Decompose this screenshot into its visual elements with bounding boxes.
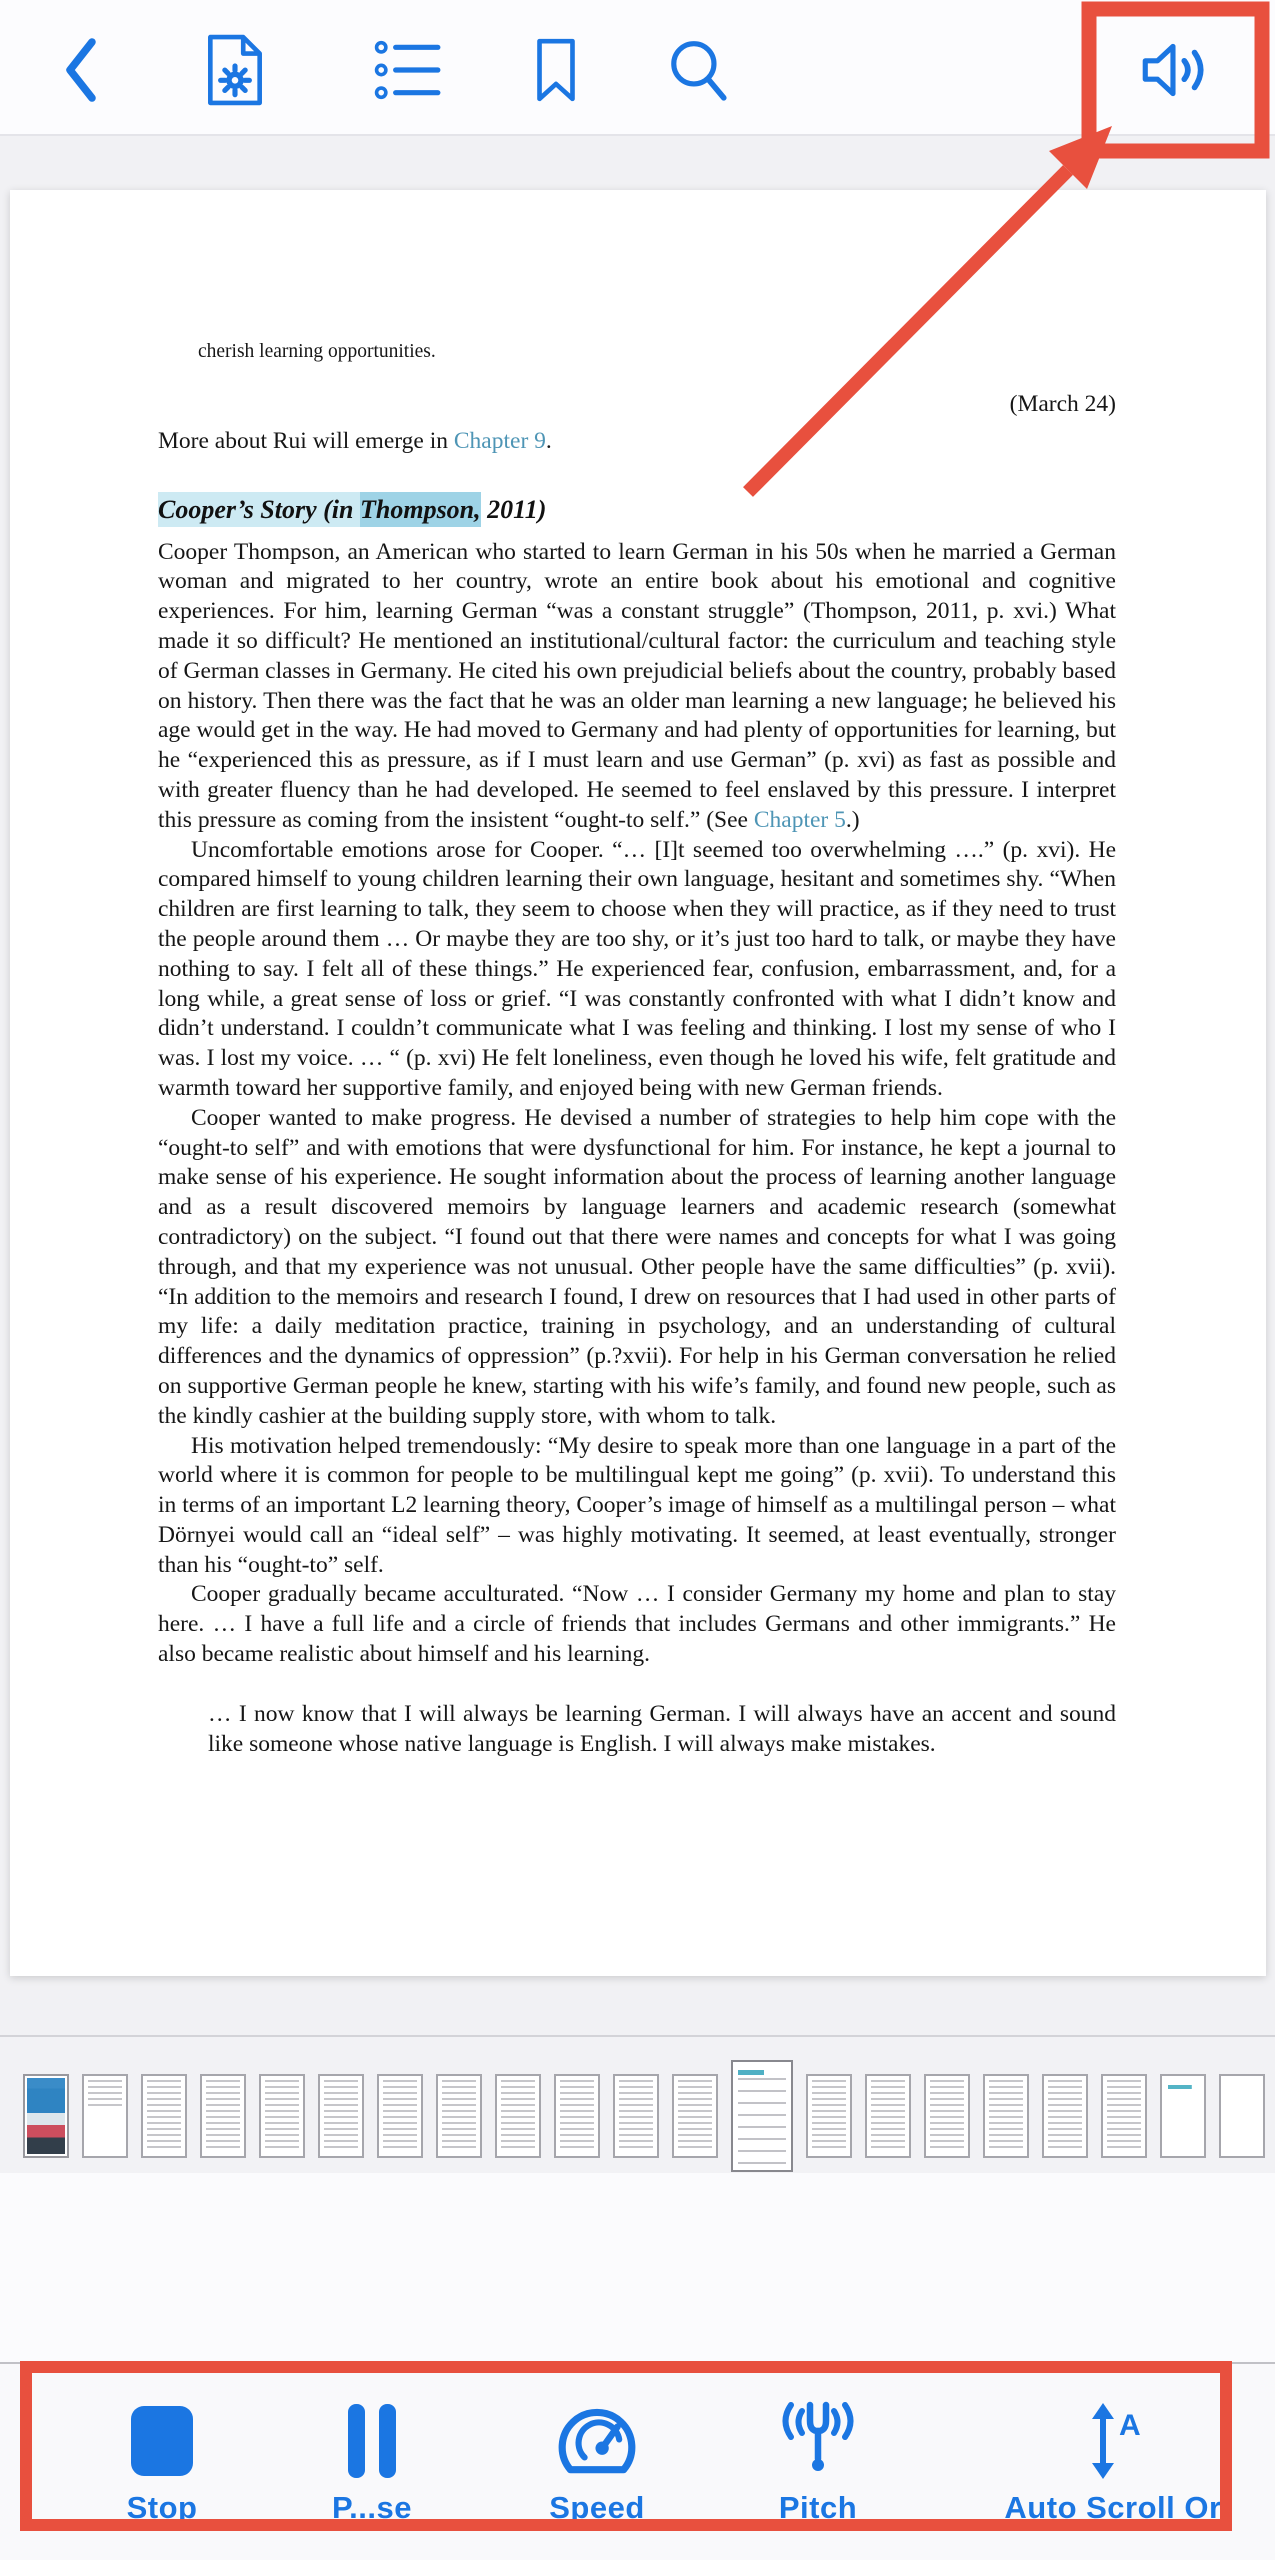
paragraph [158, 1432, 1116, 1581]
paragraph [158, 1104, 1116, 1432]
text-segment: 2011) [480, 494, 547, 524]
thumbnail[interactable] [141, 2074, 187, 2158]
thumbnail[interactable] [23, 2074, 69, 2158]
back-chevron-icon [59, 35, 101, 105]
thumbnail[interactable] [613, 2074, 659, 2158]
speed-button[interactable] [477, 2398, 717, 2526]
thumbnail[interactable] [924, 2074, 970, 2158]
speedometer-icon [477, 2398, 717, 2484]
text-segment: His motivation helped tremendously: “My desire to speak more than one language in a part of the world where it is common for people to be multilingual kept me going” (p. xvii). To understand this in terms of an important L2 learning theory, Cooper’s image of himself as a multilingal person – what Dörnyei would call an “ideal self” – was highly motivating. It seemed, at least eventually, stronger than his “ought-to” self. [158, 1432, 1116, 1578]
thumbnail-selected[interactable] [731, 2060, 793, 2172]
thumbnail[interactable] [377, 2074, 423, 2158]
text-segment: … I now know that I will always be learning German. I will always have an accent and sound like someone whose native language is English. I will always make mistakes. [208, 1700, 1116, 1757]
pause-button[interactable] [252, 2398, 492, 2526]
search-button[interactable] [660, 32, 736, 108]
text-segment: Cooper’s Story (in [158, 492, 360, 527]
date-note: (March 24) [1009, 391, 1116, 417]
stop-button[interactable] [42, 2398, 282, 2526]
text-segment: Uncomfortable emotions arose for Cooper. “… [I]t seemed too overwhelming ….” (p. xvi). He compared himself to young children learning their own language, hesitant and sometimes shy. “When children are first learning to talk, they seem to choose when they will practice, as if they need to trust the people around them … Or maybe they are too shy, or it’s just too hard to talk, or maybe they have nothing to say. I felt all of these things.” He experienced fear, confusion, embarrassment, and, for a long while, a great sense of loss or grief. “I was constantly confronted with what I didn’t know and didn’t understand. I couldn’t communicate what I was feeling and thinking. I lost my sense of who I was. I lost my voice. … “ (p. xvi) He felt loneliness, even though he loved his wife, felt gratitude and warmth toward her supportive family, and enjoyed being with new German friends. [158, 836, 1116, 1101]
thumbnail[interactable] [554, 2074, 600, 2158]
thumbnail[interactable] [82, 2074, 128, 2158]
chapter-link[interactable]: Chapter 5 [753, 806, 846, 833]
auto-scroll-button[interactable] [953, 2398, 1273, 2526]
thumbnail[interactable] [495, 2074, 541, 2158]
block-quote [208, 1700, 1116, 1760]
text-to-speech-button[interactable] [1136, 32, 1212, 108]
thumbnail[interactable] [259, 2074, 305, 2158]
thumbnail[interactable] [436, 2074, 482, 2158]
pause-icon [252, 2398, 492, 2484]
reader-settings-button[interactable] [197, 32, 273, 108]
text-segment: Cooper wanted to make progress. He devised a number of strategies to help him cope with the “ought-to self” and with emotions that were dysfunctional for him. For instance, he kept a journal to make sense of his experience. He sought information about the process of learning another language and as a result discovered memoirs by language learners and academic research (somewhat contradictory) on the subject. “I found out that there were names and concepts for what I was going through, and that my experience was not unusual. Other people have the same difficulties” (p. xvii). “In addition to the memoirs and research I found, I drew on resources that I had used in other parts of my life: a daily meditation practice, training in psychology, and an understanding of cultural differences and the dynamics of oppression” (p.?xvii). For help in his German conversation he relied on supportive German people he knew, starting with his wife’s family, and found new people, such as the kindly cashier at the building supply store, with whom to talk. [158, 1104, 1116, 1429]
chapter-link[interactable]: Chapter 9 [453, 427, 546, 454]
continuation-line: cherish learning opportunities. [198, 341, 436, 362]
speed-label: Speed [549, 2490, 645, 2525]
lead-line [158, 427, 1116, 457]
thumbnail[interactable] [1160, 2074, 1206, 2158]
svg-text:A: A [1119, 2409, 1141, 2442]
thumbnail-strip[interactable] [23, 2058, 1263, 2174]
divider [0, 2035, 1275, 2037]
tts-playback-toolbar [0, 2364, 1275, 2560]
list-icon [374, 39, 442, 101]
thumbnail[interactable] [806, 2074, 852, 2158]
text-segment: Cooper gradually became acculturated. “Now … I consider Germany my home and plan to stay here. … I have a full life and a circle of friends that includes Germans and other immigrants.” He also became realistic about himself and his learning. [158, 1581, 1116, 1668]
paragraph [158, 538, 1116, 836]
bookmark-icon [533, 36, 579, 104]
thumbnail[interactable] [1042, 2074, 1088, 2158]
paragraph [158, 836, 1116, 1104]
bookmark-button[interactable] [518, 32, 594, 108]
auto-scroll-label: Auto Scroll Or [1004, 2490, 1222, 2525]
pitch-button[interactable] [698, 2398, 938, 2526]
document-page[interactable] [10, 190, 1266, 1976]
thumbnail[interactable] [1219, 2074, 1265, 2158]
stop-icon [42, 2398, 282, 2484]
section-heading [158, 493, 1116, 527]
pause-label: P...se [331, 2490, 412, 2525]
paragraph [158, 1580, 1116, 1669]
text-segment: .) [845, 806, 860, 833]
lower-panel [0, 2173, 1275, 2363]
table-of-contents-button[interactable] [370, 32, 446, 108]
thumbnail[interactable] [983, 2074, 1029, 2158]
thumbnail[interactable] [318, 2074, 364, 2158]
tuning-fork-icon [698, 2398, 938, 2484]
search-icon [666, 36, 730, 104]
speaker-icon [1135, 37, 1213, 103]
auto-scroll-icon [953, 2398, 1273, 2484]
text-segment: . [545, 427, 552, 454]
page-content [10, 340, 1266, 1759]
top-toolbar [0, 0, 1275, 136]
thumbnail[interactable] [1101, 2074, 1147, 2158]
stop-label: Stop [126, 2490, 198, 2525]
thumbnail[interactable] [200, 2074, 246, 2158]
thumbnail[interactable] [672, 2074, 718, 2158]
text-segment: Thompson, [360, 492, 481, 527]
text-segment: More about Rui will emerge in [158, 427, 454, 454]
document-gear-icon [204, 33, 266, 107]
thumbnail[interactable] [865, 2074, 911, 2158]
back-button[interactable] [42, 32, 118, 108]
pitch-label: Pitch [778, 2490, 858, 2525]
text-segment: Cooper Thompson, an American who started to learn German in his 50s when he married a German woman and migrated to her country, wrote an entire book about his emotional and cognitive experiences. For him, learning German “was a constant struggle” (Thompson, 2011, p. xvi.) What made it so difficult? He mentioned an institutional/cultural factor: the curriculum and teaching style of German classes in Germany. He cited his own prejudicial beliefs about the country, probably based on history. Then there was the fact that he was an older man learning a new language; he believed his age would get in the way. He had moved to Germany and had plenty of opportunities for learning, but he “experienced this as pressure, as if I must learn and use German” (p. xvi) as fast as possible and with greater fluency than he had developed. He seemed to feel enslaved by this pressure. I interpret this pressure as coming from the insistent “ought-to self.” (See [158, 538, 1116, 833]
